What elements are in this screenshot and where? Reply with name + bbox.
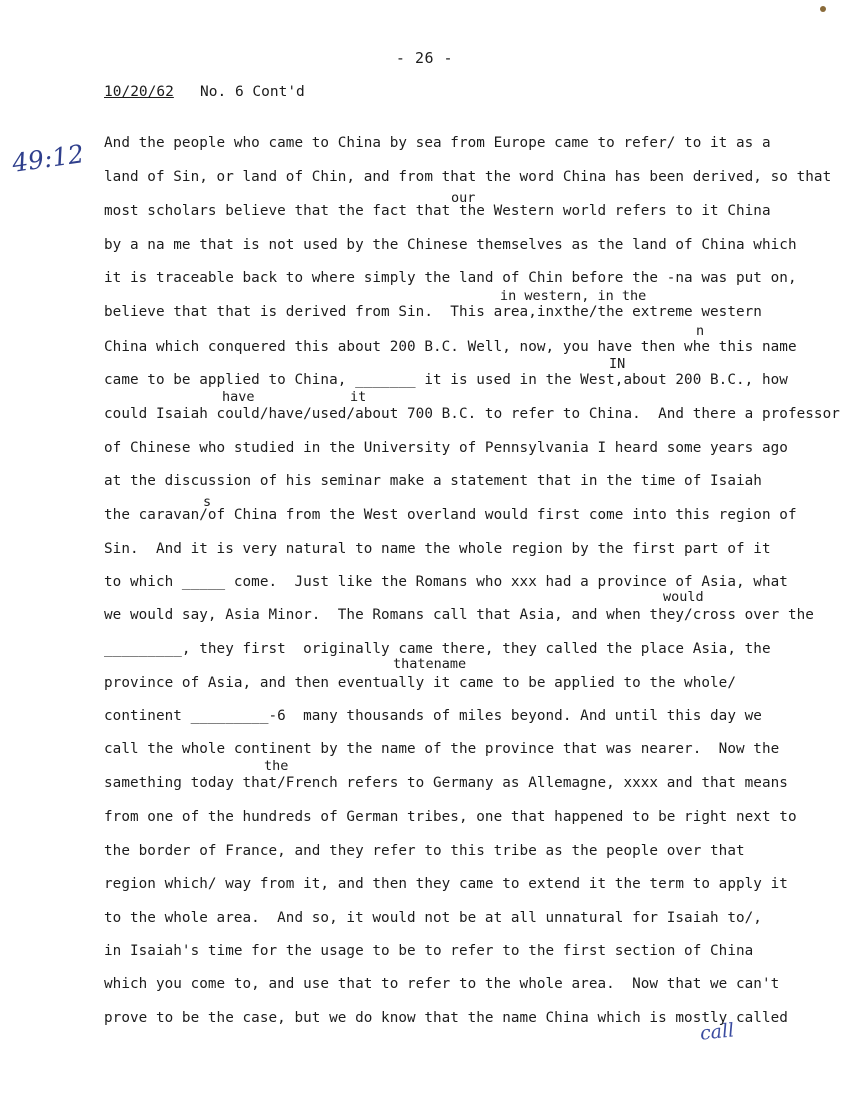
text-line: China which conquered this about 200 B.C. Well, now, you have then whe this name: [104, 339, 797, 355]
text-line: from one of the hundreds of German tribes, one that happened to be right next to: [104, 809, 797, 825]
text-line: call the whole continent by the name of the province that was nearer. Now the: [104, 741, 780, 757]
text-line: prove to be the case, but we do know that the name China which is mostly called: [104, 1010, 788, 1026]
text-line: which you come to, and use that to refer to the whole area. Now that we can't: [104, 976, 780, 992]
header-continuation: No. 6 Cont'd: [173, 84, 305, 100]
text-line: land of Sin, or land of Chin, and from that the word China has been derived, so that: [104, 169, 832, 185]
text-line: And the people who came to China by sea from Europe came to refer/ to it as a: [104, 135, 771, 151]
text-line: most scholars believe that the fact that the Western world refers to it China: [104, 203, 771, 219]
insertion-have: have: [222, 389, 255, 405]
text-line: the border of France, and they refer to this tribe as the people over that: [104, 843, 745, 859]
handwritten-margin-note: 49:12: [10, 139, 86, 178]
text-line: of Chinese who studied in the University of Pennsylvania I heard some years ago: [104, 440, 788, 456]
text-line: to which _____ come. Just like the Romans who xxx had a province of Asia, what: [104, 574, 788, 590]
document-header: [104, 84, 305, 100]
insertion-the: the: [264, 758, 289, 774]
insertion-it: it: [350, 389, 367, 405]
insertion-thatename: thatename: [393, 656, 467, 672]
text-line: we would say, Asia Minor. The Romans call that Asia, and when they/cross over the: [104, 607, 814, 623]
text-line: in Isaiah's time for the usage to be to refer to the first section of China: [104, 943, 754, 959]
text-line: at the discussion of his seminar make a statement that in the time of Isaiah: [104, 473, 762, 489]
text-line: to the whole area. And so, it would not be at all unnatural for Isaiah to/,: [104, 910, 762, 926]
text-line: believe that that is derived from Sin. This area,inxthe/the extreme western: [104, 304, 762, 320]
insertion-in-western: in western, in the: [500, 288, 647, 304]
text-line: samething today that/French refers to Germany as Allemagne, xxxx and that means: [104, 775, 788, 791]
handwritten-correction: call: [698, 1019, 736, 1045]
text-line: it is traceable back to where simply the land of Chin before the -na was put on,: [104, 270, 797, 286]
insertion-would: would: [663, 589, 704, 605]
text-line: the caravan/of China from the West overland would first come into this region of: [104, 507, 797, 523]
text-line: province of Asia, and then eventually it came to be applied to the whole/: [104, 675, 736, 691]
ink-spot: [820, 6, 826, 12]
text-line: came to be applied to China, _______ it is used in the West,about 200 B.C., how: [104, 372, 788, 388]
insertion-s: s: [203, 494, 212, 510]
text-line: by a na me that is not used by the Chinese themselves as the land of China which: [104, 237, 797, 253]
text-line: could Isaiah could/have/used/about 700 B.C. to refer to China. And there a professor: [104, 406, 840, 422]
text-line: continent _________-6 many thousands of miles beyond. And until this day we: [104, 708, 762, 724]
header-date: 10/20/62: [104, 84, 174, 100]
insertion-our: our: [451, 190, 476, 206]
text-line: _________, they first originally came there, they called the place Asia, the: [104, 641, 771, 657]
insertion-n: n: [696, 323, 705, 339]
text-line: region which/ way from it, and then they came to extend it the term to apply it: [104, 876, 788, 892]
insertion-in: IN: [609, 356, 626, 372]
text-line: Sin. And it is very natural to name the whole region by the first part of it: [104, 541, 771, 557]
page-number: - 26 -: [395, 49, 454, 67]
